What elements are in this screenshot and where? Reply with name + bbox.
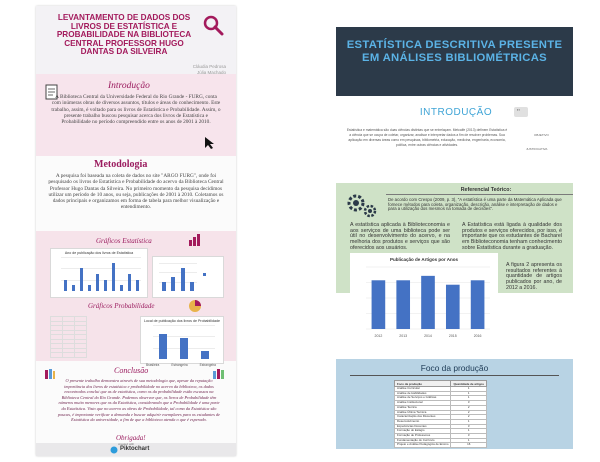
chart2-cat-2: Estrangeira (171, 363, 188, 367)
ref-col-left: A estatística aplicada à Biblioteconomia e aos serviços de uma biblioteca pode ser útil no desenvolvimento do acervo, e na melhoria dos produtos e serviços que são oferecidos aos usuários. (350, 222, 450, 251)
table-cell-qtd: 16 (451, 443, 487, 448)
method-text: A pesquisa foi baseada na coleta de dados no site "ARGO FURG", onde foi pesquisado os livros de Estatística e Probabilidade do acervo da Biblioteca Central Professor Hugo Dantas da Silveira. No primeiro momento da pesquisa decidimos utilizar um período de 10 anos, ou seja, publicações de 2001 à 2010. Coletamos os dados principais e organizamos em forma de tabela para melhor visualização e entendimento. (48, 173, 224, 211)
table-cell-qtd: 1 (451, 419, 487, 424)
chart-note: A figura 2 apresenta os resultados referentes à quantidade de artigos publicados por ano, de 2012 a 2016. (506, 262, 562, 291)
ref-text: De acordo com Crespo (2009, p. 3), "A estatística é uma parte da Matemática Aplicada que fornece métodos para coleta, organização, descrição, análise e interpretação de dados e para a utilização dos mesmos na tomada de decisões". (388, 197, 562, 212)
table-cell-foco: Desenvolvimento (395, 419, 451, 424)
bar (171, 277, 175, 291)
table-cell-qtd: 1 (451, 387, 487, 392)
x-tick-label: 2015 (448, 334, 457, 338)
quote-icon (514, 107, 528, 117)
gridline (159, 272, 197, 273)
table-cell-qtd: 2 (451, 415, 487, 420)
books-icon (44, 368, 56, 380)
ref-divider (386, 194, 573, 195)
chart2-cat-3: Estrangeira (199, 363, 216, 367)
bar (112, 263, 115, 291)
chart1b-plot (153, 257, 201, 297)
table-cell-foco: Análise de Habilidades (395, 391, 451, 396)
bar (471, 280, 485, 329)
author-1: Cláudia Pedrosa (192, 64, 226, 69)
piktochart-credit: Piktochart (120, 446, 150, 452)
credit-caption: created with (118, 442, 135, 446)
bar (421, 276, 435, 329)
chart2-plot (141, 317, 223, 363)
author-2: Júlia Machado (196, 69, 226, 75)
piktochart-logo-icon (110, 446, 118, 454)
bar (190, 282, 194, 291)
method-heading: Metodologia (94, 159, 148, 170)
table-cell-foco: Análise Institucional (395, 401, 451, 406)
intro-text: Estatística e matemática são duas ciências distintas que se entrelaçam. Metcalfe (2013) definem Estatística é a ciência que se ocupa de coletar, organizar, analisar e interpretar dados a fim de resolver problemas. Sua aplicação em diversas áreas como em pesquisas, bibliometria, educação, medicina, engenharia, economia, política, entre outras ciências e atividades. (346, 128, 508, 147)
bar (72, 285, 75, 291)
table-cell-foco: Análise de Serviços e Gráficas (395, 396, 451, 401)
intro-text: A Biblioteca Central da Universidade Federal do Rio Grande - FURG, conta com inúmeras obras de diversos assuntos, títulos e áreas do conhecimento. Este trabalho, assim, é voltado para os livros de Estatística e Probabilidade. Assim, o presente trabalho buscou pesquisar acerca dos livros de Estatística e Probabilidade no período compreendido entre os anos de 2001 à 2010. (51, 94, 221, 126)
magnifier-icon (202, 14, 224, 36)
table-cell-foco: Análise Última Técnica (395, 410, 451, 415)
poster-descriptive-statistics (336, 27, 573, 449)
chart2-cat-labels (140, 363, 222, 367)
x-tick-label: 2016 (473, 334, 482, 338)
label-justificativa: JUSTIFICATIVA (526, 147, 548, 151)
gridline (159, 263, 197, 264)
table-cell-foco: Caracterização dos Discentes (395, 415, 451, 420)
table-cell-qtd: 1 (451, 396, 487, 401)
foco-heading: Foco da produção (420, 363, 489, 373)
poster-statistics-books (36, 6, 236, 456)
bar (162, 282, 166, 291)
bar (372, 280, 386, 329)
table-cell-foco: Formação de Professores (395, 434, 451, 439)
bar (128, 274, 131, 291)
poster1-title: LEVANTAMENTO DE DADOS DOS LIVROS DE ESTATÍSTICA E PROBABILIDADE NA BIBLIOTECA CENTRAL PROFESSOR HUGO DANTAS DA SILVEIRA (56, 13, 192, 57)
chart3-title: Publicação de Artigos por Anos (390, 257, 458, 262)
table-cell-foco: Análise Teórica (395, 405, 451, 410)
table-header-qtd: Quantidade de artigos (451, 381, 487, 387)
table-cell-qtd: 3 (451, 424, 487, 429)
table-cell-foco: Fundamentação do Currículo (395, 438, 451, 443)
gridline (61, 257, 141, 258)
table-row (395, 443, 487, 448)
gears-icon (344, 191, 380, 219)
bar (104, 280, 107, 291)
table-cell-qtd: 3 (451, 434, 487, 439)
table-cell-qtd: 1 (451, 438, 487, 443)
bar (136, 280, 139, 291)
table-cell-foco: Projeto e Análise Pedagógica de Ensino (395, 443, 451, 448)
bar (88, 285, 91, 291)
table-cell-qtd: 2 (451, 405, 487, 410)
intro-heading: INTRODUÇÃO (419, 107, 493, 118)
chart3-svg (350, 253, 498, 343)
ref-col-right: A Estatística está ligada à qualidade dos produtos e serviços oferecidos, por isso, é importante que os estudantes de Bacharel em Biblioteconomia tenham conhecimento sobre Estatística durante a graduação. (462, 222, 562, 251)
foco-divider (350, 375, 559, 376)
table-cell-qtd: 3 (451, 401, 487, 406)
conclusion-heading: Conclusão (114, 366, 149, 375)
legend-swatch (203, 273, 206, 276)
svg-text:": " (517, 108, 520, 117)
charts2-heading: Gráficos Probabilidade (88, 302, 155, 310)
thanks-text: Obrigada! (116, 434, 146, 442)
pie-chart-icon (188, 299, 202, 313)
bar (201, 351, 209, 360)
cursor-icon (204, 136, 216, 150)
chart2-title: Local de publicação dos livros de Probabilidade (144, 319, 220, 323)
conclusion-text: O presente trabalho demonstra através de sua metodologia que, apesar da reputação importância dos livros de estatística e probabilidade no acervo da biblioteca, os dados encontrados conclui que as de estatística, como os da probabilidade estão escassos na Biblioteca Central do Rio Grande. Podemos observar que, os livros de Probabilidade têm números muito menores que os da Estatística, considerando que a Probabilidade é uma parte da Estatística. Visto que no acervo as obras de Probabilidade, tal como da Estatística são poucas, é importante verificar a demanda e buscar adquirir exemplares para os estudantes de Estatística da universidade, a fim de que a biblioteca atenda o que é esperado. (57, 378, 221, 423)
foco-table (394, 380, 487, 448)
chart-statistics-secondary (152, 256, 224, 298)
table-cell-qtd: 1 (451, 391, 487, 396)
ref-heading: Referencial Teórico: (460, 187, 512, 193)
table-cell-qtd: 1 (451, 429, 487, 434)
gridline (61, 268, 141, 269)
bar-chart-icon (188, 234, 202, 246)
authors (193, 64, 226, 75)
label-objetivos: OBJETIVO (534, 133, 549, 137)
x-tick-label: 2013 (399, 334, 408, 338)
table-cell-foco: Experiências Docentes (395, 424, 451, 429)
bar (180, 338, 188, 359)
poster2-title: ESTATÍSTICA DESCRITIVA PRESENTE EM ANÁLISES BIBLIOMÉTRICAS (346, 39, 563, 64)
probability-table (50, 316, 87, 358)
chart-articles-per-year (350, 253, 498, 343)
bar (64, 280, 67, 291)
charts1-heading: Gráficos Estatística (96, 237, 152, 245)
bar (96, 274, 99, 291)
chart2-cat-1: Brasileira (146, 363, 160, 367)
bar (120, 285, 123, 291)
bar (396, 280, 410, 329)
bar (159, 334, 167, 360)
chart1-plot (51, 249, 147, 297)
bar (80, 268, 83, 291)
x-tick-label: 2012 (374, 334, 383, 338)
table-cell-foco: Análise Curricular (395, 387, 451, 392)
x-tick-label: 2014 (424, 334, 432, 338)
table-header-foco: Foco da produção (395, 381, 451, 387)
chart1-title: Ano de publicação dos livros de Estatística (64, 251, 134, 255)
bar (181, 268, 185, 291)
table-cell-foco: Formação do Estágio (395, 429, 451, 434)
chart-probability-location (140, 316, 224, 364)
table-cell-qtd: 2 (451, 410, 487, 415)
bar (446, 285, 460, 329)
intro-heading: Introdução (108, 81, 150, 91)
chart-statistics-years (50, 248, 148, 298)
gridline (153, 325, 215, 326)
